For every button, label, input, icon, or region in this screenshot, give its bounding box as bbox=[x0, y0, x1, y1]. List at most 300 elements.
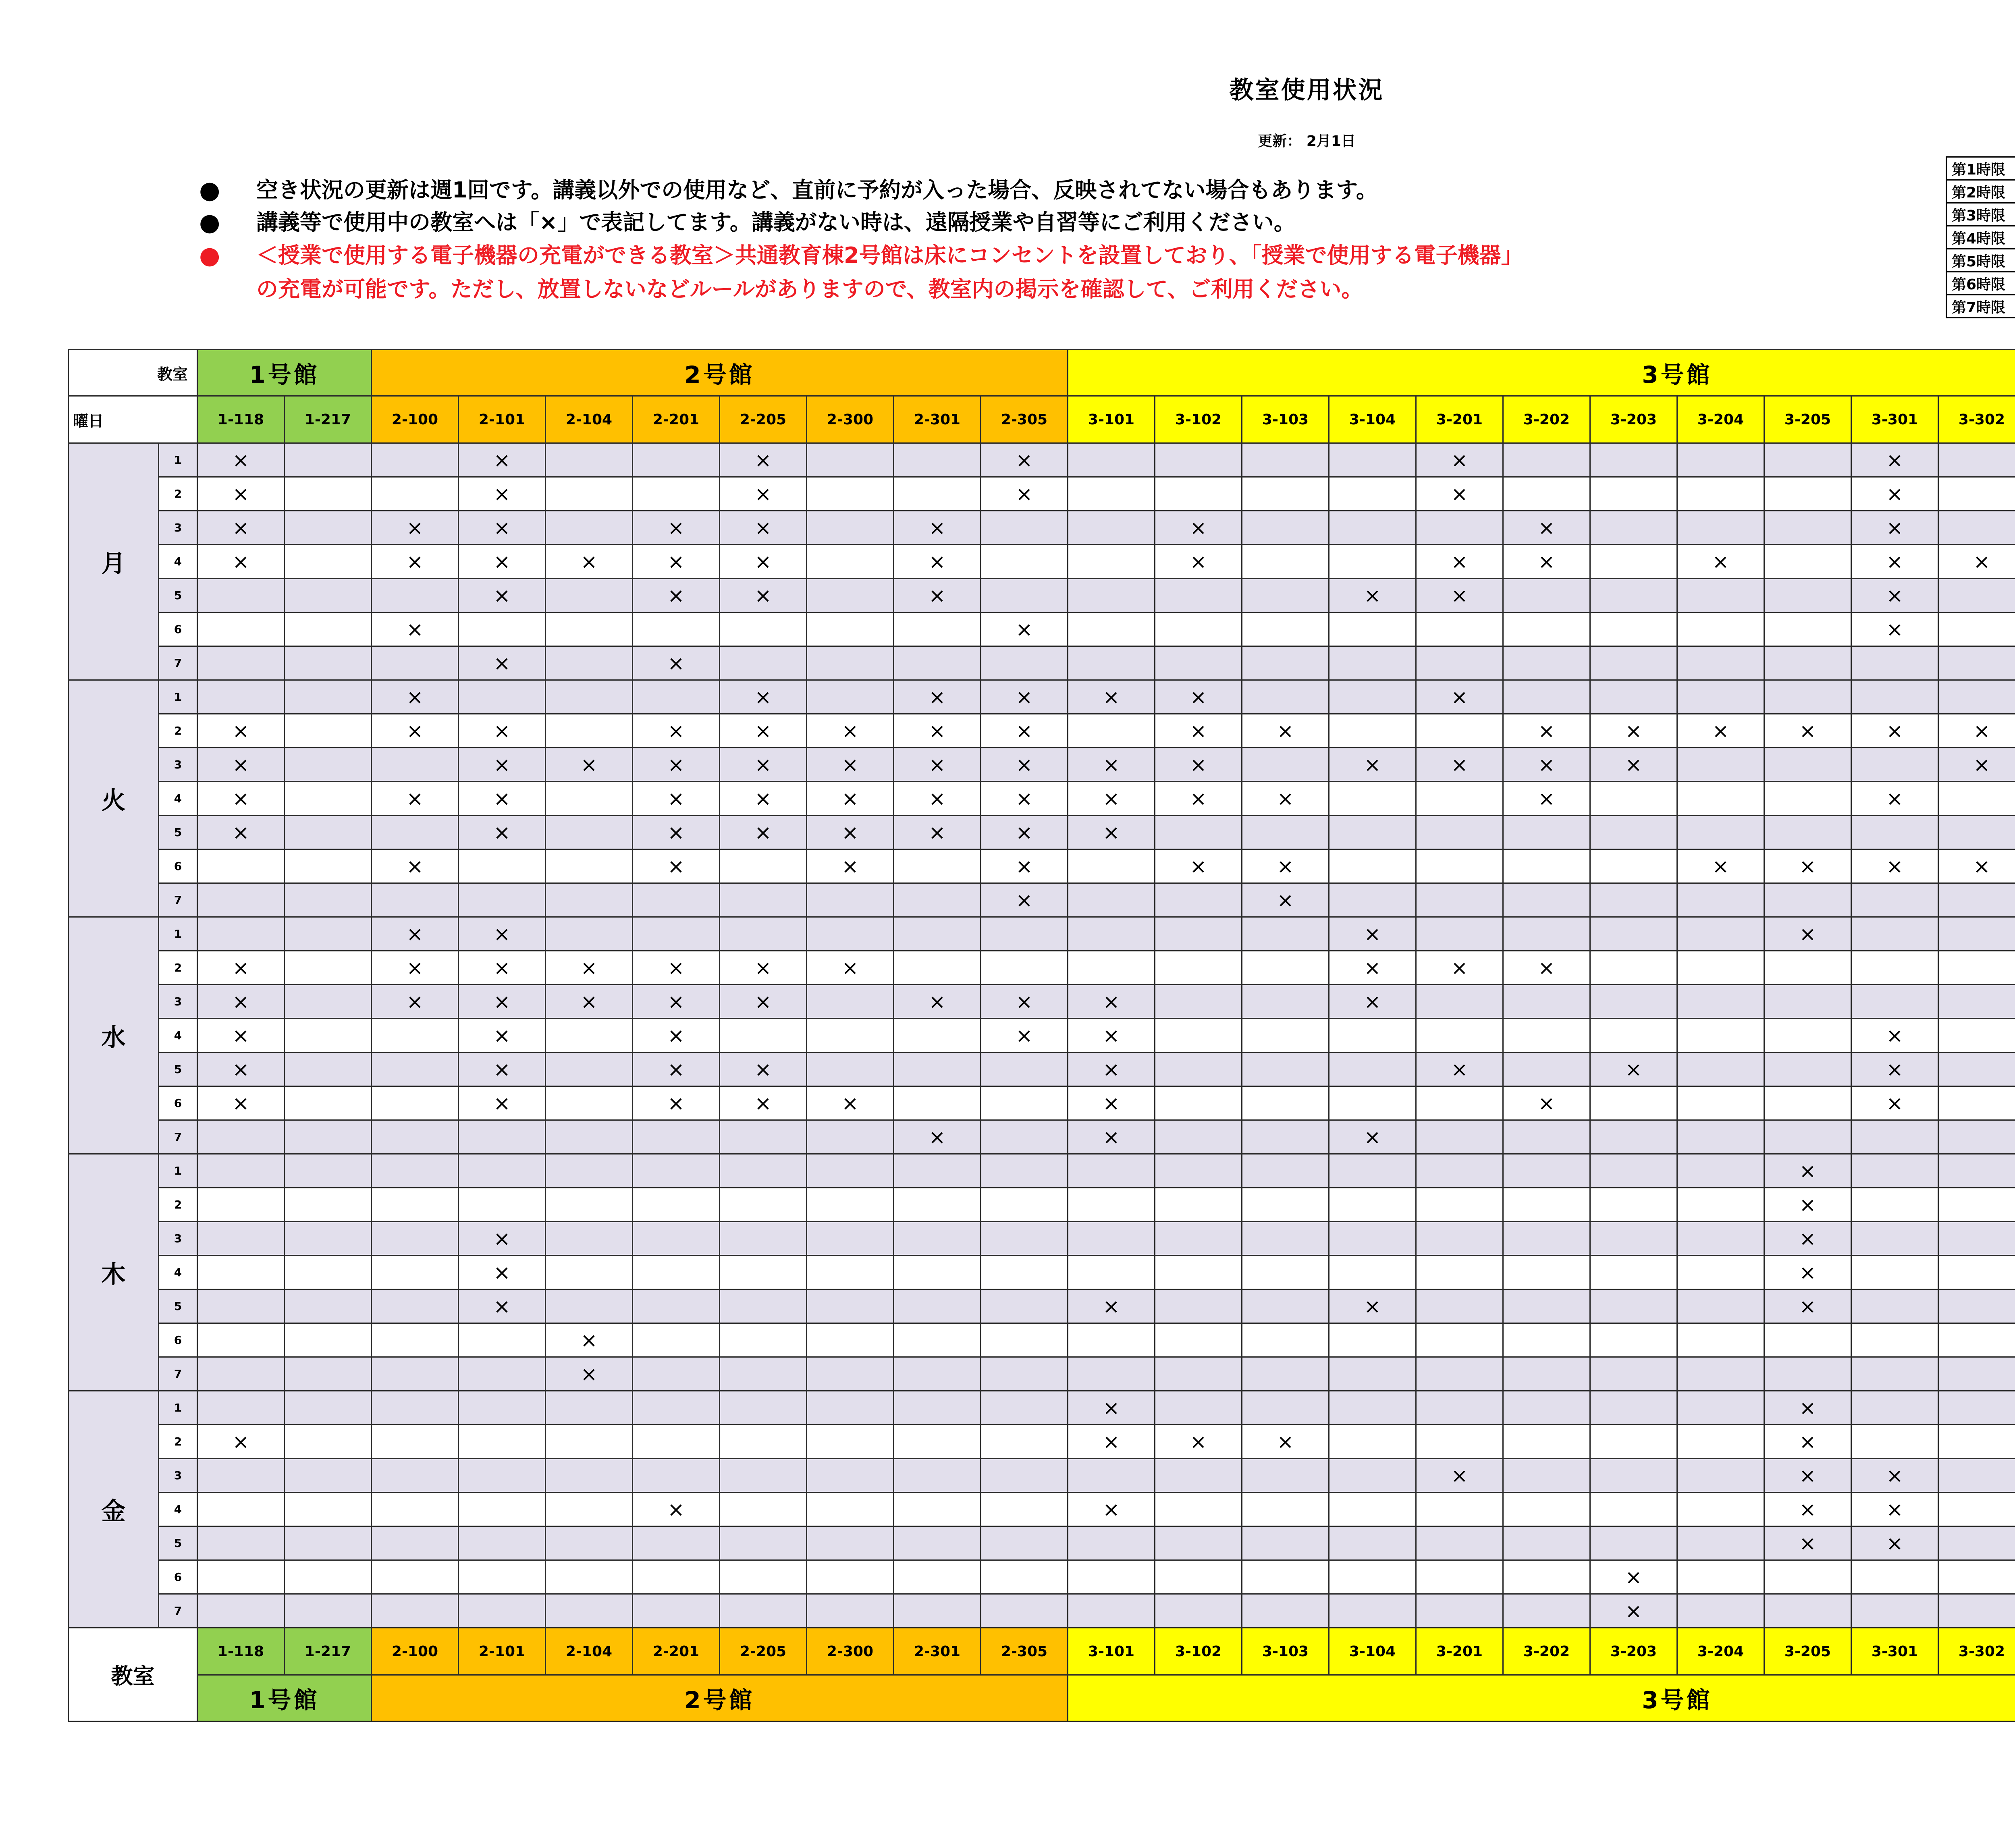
empty-cell bbox=[197, 1154, 285, 1188]
empty-cell bbox=[1851, 1188, 1938, 1222]
empty-cell bbox=[1938, 579, 2015, 613]
empty-cell bbox=[197, 1391, 285, 1425]
occupied-mark: × bbox=[546, 951, 633, 985]
occupied-mark: × bbox=[1242, 883, 1329, 917]
empty-cell bbox=[285, 782, 372, 816]
occupied-mark: × bbox=[633, 1493, 720, 1526]
empty-cell bbox=[1155, 1391, 1242, 1425]
empty-cell bbox=[720, 1120, 807, 1154]
empty-cell bbox=[372, 1086, 459, 1120]
empty-cell bbox=[1155, 1459, 1242, 1493]
empty-cell bbox=[285, 1459, 372, 1493]
empty-cell bbox=[894, 1154, 981, 1188]
empty-cell bbox=[372, 748, 459, 782]
occupied-mark: × bbox=[1329, 1120, 1416, 1154]
occupied-mark: × bbox=[1416, 1053, 1503, 1086]
empty-cell bbox=[1590, 849, 1677, 883]
weekday-label: 月 bbox=[69, 443, 159, 680]
empty-cell bbox=[546, 849, 633, 883]
occupied-mark: × bbox=[633, 579, 720, 613]
empty-cell bbox=[285, 1019, 372, 1053]
occupied-mark: × bbox=[459, 1053, 546, 1086]
empty-cell bbox=[1938, 1425, 2015, 1459]
empty-cell bbox=[1938, 883, 2015, 917]
occupied-mark: × bbox=[459, 782, 546, 816]
empty-cell bbox=[807, 1493, 894, 1526]
occupied-mark: × bbox=[1155, 680, 1242, 714]
empty-cell bbox=[285, 816, 372, 849]
occupied-mark: × bbox=[981, 613, 1068, 646]
empty-cell bbox=[372, 1154, 459, 1188]
occupied-mark: × bbox=[459, 748, 546, 782]
room-number: 2-104 bbox=[546, 1628, 633, 1675]
notice-text: の充電が可能です。ただし、放置しないなどルールがありますので、教室内の掲示を確認して、ご利用ください。 bbox=[256, 276, 1363, 302]
occupied-mark: × bbox=[459, 646, 546, 680]
occupied-mark: × bbox=[459, 511, 546, 545]
empty-cell bbox=[459, 849, 546, 883]
empty-cell bbox=[372, 1526, 459, 1560]
empty-cell bbox=[1242, 1594, 1329, 1628]
period-row bbox=[1946, 180, 2015, 203]
empty-cell bbox=[1329, 680, 1416, 714]
empty-cell bbox=[1416, 985, 1503, 1019]
occupied-mark: × bbox=[1242, 782, 1329, 816]
occupied-mark: × bbox=[1938, 748, 2015, 782]
empty-cell bbox=[1068, 646, 1155, 680]
empty-cell bbox=[1329, 511, 1416, 545]
empty-cell bbox=[1416, 1086, 1503, 1120]
empty-cell bbox=[807, 1256, 894, 1289]
empty-cell bbox=[1242, 1289, 1329, 1323]
empty-cell bbox=[1590, 646, 1677, 680]
empty-cell bbox=[1503, 1594, 1590, 1628]
empty-cell bbox=[1938, 917, 2015, 951]
empty-cell bbox=[1503, 1053, 1590, 1086]
occupied-mark: × bbox=[1938, 714, 2015, 748]
empty-cell bbox=[1677, 477, 1764, 511]
empty-cell bbox=[1764, 748, 1851, 782]
empty-cell bbox=[546, 1053, 633, 1086]
empty-cell bbox=[1590, 883, 1677, 917]
empty-cell bbox=[1938, 1560, 2015, 1594]
empty-cell bbox=[1068, 545, 1155, 579]
empty-cell bbox=[807, 1459, 894, 1493]
empty-cell bbox=[1503, 1560, 1590, 1594]
empty-cell bbox=[1938, 1357, 2015, 1391]
weekday-label: 金 bbox=[69, 1391, 159, 1628]
empty-cell bbox=[1242, 646, 1329, 680]
empty-cell bbox=[546, 1493, 633, 1526]
occupied-mark: × bbox=[1764, 917, 1851, 951]
empty-cell bbox=[1416, 782, 1503, 816]
room-number: 3-102 bbox=[1155, 1628, 1242, 1675]
empty-cell bbox=[1242, 545, 1329, 579]
occupied-mark: × bbox=[981, 443, 1068, 477]
empty-cell bbox=[1416, 883, 1503, 917]
period-number: 1 bbox=[159, 1154, 197, 1188]
empty-cell bbox=[1068, 1256, 1155, 1289]
empty-cell bbox=[1242, 1323, 1329, 1357]
room-number: 2-104 bbox=[546, 396, 633, 443]
empty-cell bbox=[1590, 579, 1677, 613]
empty-cell bbox=[1764, 1323, 1851, 1357]
room-number: 3-101 bbox=[1068, 1628, 1155, 1675]
empty-cell bbox=[720, 1256, 807, 1289]
empty-cell bbox=[981, 1053, 1068, 1086]
period-number: 6 bbox=[159, 1560, 197, 1594]
empty-cell bbox=[720, 1154, 807, 1188]
occupied-mark: × bbox=[1590, 748, 1677, 782]
empty-cell bbox=[1503, 985, 1590, 1019]
empty-cell bbox=[1590, 680, 1677, 714]
empty-cell bbox=[981, 1120, 1068, 1154]
occupied-mark: × bbox=[197, 748, 285, 782]
empty-cell bbox=[633, 1188, 720, 1222]
empty-cell bbox=[285, 1425, 372, 1459]
empty-cell bbox=[1329, 1594, 1416, 1628]
empty-cell bbox=[285, 1357, 372, 1391]
empty-cell bbox=[807, 477, 894, 511]
empty-cell bbox=[1938, 1154, 2015, 1188]
empty-cell bbox=[1242, 1222, 1329, 1256]
occupied-mark: × bbox=[1764, 1526, 1851, 1560]
empty-cell bbox=[1851, 748, 1938, 782]
period-number: 3 bbox=[159, 1459, 197, 1493]
empty-cell bbox=[197, 646, 285, 680]
empty-cell bbox=[1242, 1459, 1329, 1493]
period-number: 7 bbox=[159, 1357, 197, 1391]
occupied-mark: × bbox=[633, 748, 720, 782]
occupied-mark: × bbox=[720, 511, 807, 545]
schedule-row bbox=[69, 748, 2015, 782]
occupied-mark: × bbox=[1503, 748, 1590, 782]
empty-cell bbox=[1938, 443, 2015, 477]
empty-cell bbox=[720, 1019, 807, 1053]
empty-cell bbox=[1938, 1594, 2015, 1628]
schedule-row bbox=[69, 985, 2015, 1019]
empty-cell bbox=[546, 443, 633, 477]
period-number: 1 bbox=[159, 680, 197, 714]
empty-cell bbox=[1503, 883, 1590, 917]
empty-cell bbox=[1851, 1357, 1938, 1391]
empty-cell bbox=[372, 1019, 459, 1053]
occupied-mark: × bbox=[1068, 680, 1155, 714]
empty-cell bbox=[1677, 646, 1764, 680]
empty-cell bbox=[1416, 1493, 1503, 1526]
bullet-icon: ● bbox=[199, 176, 220, 204]
empty-cell bbox=[459, 1425, 546, 1459]
empty-cell bbox=[1590, 1256, 1677, 1289]
empty-cell bbox=[720, 849, 807, 883]
occupied-mark: × bbox=[720, 1053, 807, 1086]
period-number: 3 bbox=[159, 985, 197, 1019]
empty-cell bbox=[1329, 1154, 1416, 1188]
empty-cell bbox=[807, 1357, 894, 1391]
empty-cell bbox=[981, 1493, 1068, 1526]
empty-cell bbox=[1938, 613, 2015, 646]
empty-cell bbox=[1764, 680, 1851, 714]
building-name: 3号館 bbox=[1068, 350, 2015, 396]
empty-cell bbox=[1851, 1289, 1938, 1323]
empty-cell bbox=[1329, 1053, 1416, 1086]
empty-cell bbox=[894, 883, 981, 917]
empty-cell bbox=[1155, 1493, 1242, 1526]
occupied-mark: × bbox=[807, 782, 894, 816]
empty-cell bbox=[1242, 680, 1329, 714]
occupied-mark: × bbox=[1851, 545, 1938, 579]
empty-cell bbox=[546, 883, 633, 917]
empty-cell bbox=[1068, 849, 1155, 883]
empty-cell bbox=[1242, 477, 1329, 511]
occupied-mark: × bbox=[981, 883, 1068, 917]
empty-cell bbox=[1416, 1526, 1503, 1560]
empty-cell bbox=[285, 1120, 372, 1154]
occupied-mark: × bbox=[894, 545, 981, 579]
empty-cell bbox=[894, 1323, 981, 1357]
empty-cell bbox=[1242, 1526, 1329, 1560]
empty-cell bbox=[1764, 579, 1851, 613]
empty-cell bbox=[1503, 1391, 1590, 1425]
empty-cell bbox=[1155, 816, 1242, 849]
empty-cell bbox=[807, 883, 894, 917]
occupied-mark: × bbox=[1068, 816, 1155, 849]
empty-cell bbox=[1155, 1086, 1242, 1120]
occupied-mark: × bbox=[894, 680, 981, 714]
occupied-mark: × bbox=[1851, 1526, 1938, 1560]
occupied-mark: × bbox=[1590, 1053, 1677, 1086]
empty-cell bbox=[1764, 1019, 1851, 1053]
occupied-mark: × bbox=[459, 1289, 546, 1323]
occupied-mark: × bbox=[720, 579, 807, 613]
empty-cell bbox=[1416, 1120, 1503, 1154]
empty-cell bbox=[1242, 1256, 1329, 1289]
empty-cell bbox=[1677, 680, 1764, 714]
empty-cell bbox=[372, 1188, 459, 1222]
period-number: 2 bbox=[159, 951, 197, 985]
occupied-mark: × bbox=[1851, 579, 1938, 613]
occupied-mark: × bbox=[807, 951, 894, 985]
empty-cell bbox=[1590, 1493, 1677, 1526]
empty-cell bbox=[1329, 1425, 1416, 1459]
empty-cell bbox=[1590, 1357, 1677, 1391]
period-row bbox=[1946, 249, 2015, 272]
empty-cell bbox=[197, 849, 285, 883]
day-label-corner: 曜日 bbox=[69, 396, 197, 443]
empty-cell bbox=[285, 1256, 372, 1289]
empty-cell bbox=[1590, 1391, 1677, 1425]
period-label: 第4時限 bbox=[1946, 226, 2015, 249]
occupied-mark: × bbox=[197, 1053, 285, 1086]
empty-cell bbox=[546, 917, 633, 951]
empty-cell bbox=[807, 613, 894, 646]
occupied-mark: × bbox=[1329, 748, 1416, 782]
empty-cell bbox=[1155, 1120, 1242, 1154]
period-number: 2 bbox=[159, 477, 197, 511]
empty-cell bbox=[1764, 477, 1851, 511]
empty-cell bbox=[633, 1120, 720, 1154]
empty-cell bbox=[546, 1019, 633, 1053]
empty-cell bbox=[1416, 511, 1503, 545]
empty-cell bbox=[1068, 443, 1155, 477]
schedule-row bbox=[69, 443, 2015, 477]
empty-cell bbox=[285, 985, 372, 1019]
empty-cell bbox=[894, 951, 981, 985]
empty-cell bbox=[1503, 849, 1590, 883]
empty-cell bbox=[1503, 1425, 1590, 1459]
empty-cell bbox=[807, 1120, 894, 1154]
empty-cell bbox=[1068, 1526, 1155, 1560]
empty-cell bbox=[1068, 1222, 1155, 1256]
occupied-mark: × bbox=[720, 782, 807, 816]
empty-cell bbox=[197, 613, 285, 646]
empty-cell bbox=[720, 1188, 807, 1222]
occupied-mark: × bbox=[1155, 511, 1242, 545]
empty-cell bbox=[285, 748, 372, 782]
occupied-mark: × bbox=[1329, 1289, 1416, 1323]
schedule-row bbox=[69, 1120, 2015, 1154]
occupied-mark: × bbox=[720, 680, 807, 714]
empty-cell bbox=[1416, 1188, 1503, 1222]
occupied-mark: × bbox=[894, 579, 981, 613]
empty-cell bbox=[1416, 1425, 1503, 1459]
empty-cell bbox=[1242, 1391, 1329, 1425]
empty-cell bbox=[459, 883, 546, 917]
empty-cell bbox=[1764, 951, 1851, 985]
empty-cell bbox=[633, 1560, 720, 1594]
occupied-mark: × bbox=[981, 849, 1068, 883]
empty-cell bbox=[981, 1256, 1068, 1289]
empty-cell bbox=[1242, 1053, 1329, 1086]
room-number: 2-205 bbox=[720, 1628, 807, 1675]
empty-cell bbox=[285, 680, 372, 714]
empty-cell bbox=[546, 1256, 633, 1289]
room-label-footer: 教室 bbox=[69, 1628, 197, 1721]
empty-cell bbox=[807, 917, 894, 951]
empty-cell bbox=[981, 1391, 1068, 1425]
occupied-mark: × bbox=[459, 816, 546, 849]
empty-cell bbox=[633, 883, 720, 917]
room-number: 3-301 bbox=[1851, 1628, 1938, 1675]
room-number: 2-300 bbox=[807, 1628, 894, 1675]
empty-cell bbox=[372, 1594, 459, 1628]
empty-cell bbox=[1677, 1357, 1764, 1391]
period-number: 1 bbox=[159, 443, 197, 477]
empty-cell bbox=[1851, 985, 1938, 1019]
empty-cell bbox=[633, 443, 720, 477]
room-number: 3-205 bbox=[1764, 396, 1851, 443]
empty-cell bbox=[1155, 1019, 1242, 1053]
empty-cell bbox=[546, 1154, 633, 1188]
empty-cell bbox=[1068, 1560, 1155, 1594]
room-number: 2-305 bbox=[981, 396, 1068, 443]
occupied-mark: × bbox=[1416, 748, 1503, 782]
period-number: 6 bbox=[159, 1323, 197, 1357]
room-number: 3-101 bbox=[1068, 396, 1155, 443]
empty-cell bbox=[720, 1391, 807, 1425]
empty-cell bbox=[1068, 883, 1155, 917]
empty-cell bbox=[1851, 646, 1938, 680]
occupied-mark: × bbox=[1329, 985, 1416, 1019]
empty-cell bbox=[459, 1594, 546, 1628]
occupied-mark: × bbox=[981, 477, 1068, 511]
empty-cell bbox=[1416, 1222, 1503, 1256]
schedule-row bbox=[69, 1154, 2015, 1188]
occupied-mark: × bbox=[459, 443, 546, 477]
notice-text: ＜授業で使用する電子機器の充電ができる教室＞共通教育棟2号館は床にコンセントを設置しており、「授業で使用する電子機器」 bbox=[256, 243, 1523, 268]
empty-cell bbox=[1068, 1594, 1155, 1628]
empty-cell bbox=[1242, 917, 1329, 951]
empty-cell bbox=[1938, 816, 2015, 849]
empty-cell bbox=[1416, 917, 1503, 951]
empty-cell bbox=[1503, 917, 1590, 951]
empty-cell bbox=[197, 1459, 285, 1493]
classroom-usage-grid bbox=[68, 349, 2015, 1722]
occupied-mark: × bbox=[372, 680, 459, 714]
occupied-mark: × bbox=[1851, 714, 1938, 748]
room-number: 3-201 bbox=[1416, 396, 1503, 443]
room-number: 2-305 bbox=[981, 1628, 1068, 1675]
empty-cell bbox=[1677, 1188, 1764, 1222]
empty-cell bbox=[1590, 1459, 1677, 1493]
empty-cell bbox=[1503, 1289, 1590, 1323]
schedule-row bbox=[69, 1493, 2015, 1526]
empty-cell bbox=[807, 579, 894, 613]
empty-cell bbox=[285, 443, 372, 477]
room-number: 2-100 bbox=[372, 396, 459, 443]
empty-cell bbox=[981, 1086, 1068, 1120]
occupied-mark: × bbox=[807, 816, 894, 849]
empty-cell bbox=[197, 1323, 285, 1357]
empty-cell bbox=[1590, 1120, 1677, 1154]
period-number: 5 bbox=[159, 579, 197, 613]
empty-cell bbox=[1851, 883, 1938, 917]
occupied-mark: × bbox=[807, 1086, 894, 1120]
empty-cell bbox=[459, 1323, 546, 1357]
empty-cell bbox=[1677, 1493, 1764, 1526]
empty-cell bbox=[1851, 816, 1938, 849]
occupied-mark: × bbox=[633, 545, 720, 579]
empty-cell bbox=[720, 1425, 807, 1459]
empty-cell bbox=[546, 1459, 633, 1493]
period-label: 第5時限 bbox=[1946, 249, 2015, 272]
occupied-mark: × bbox=[546, 985, 633, 1019]
empty-cell bbox=[372, 1222, 459, 1256]
empty-cell bbox=[807, 511, 894, 545]
occupied-mark: × bbox=[720, 748, 807, 782]
empty-cell bbox=[1677, 511, 1764, 545]
period-label: 第2時限 bbox=[1946, 180, 2015, 203]
period-number: 5 bbox=[159, 1526, 197, 1560]
empty-cell bbox=[1155, 1222, 1242, 1256]
empty-cell bbox=[1503, 1459, 1590, 1493]
empty-cell bbox=[894, 477, 981, 511]
occupied-mark: × bbox=[1590, 714, 1677, 748]
occupied-mark: × bbox=[372, 782, 459, 816]
empty-cell bbox=[633, 917, 720, 951]
schedule-row bbox=[69, 1188, 2015, 1222]
occupied-mark: × bbox=[720, 1086, 807, 1120]
empty-cell bbox=[1677, 1256, 1764, 1289]
empty-cell bbox=[633, 1289, 720, 1323]
empty-cell bbox=[1764, 883, 1851, 917]
empty-cell bbox=[720, 1459, 807, 1493]
occupied-mark: × bbox=[894, 816, 981, 849]
empty-cell bbox=[1503, 579, 1590, 613]
empty-cell bbox=[1503, 1188, 1590, 1222]
empty-cell bbox=[1851, 680, 1938, 714]
empty-cell bbox=[1503, 1323, 1590, 1357]
schedule-row bbox=[69, 1459, 2015, 1493]
